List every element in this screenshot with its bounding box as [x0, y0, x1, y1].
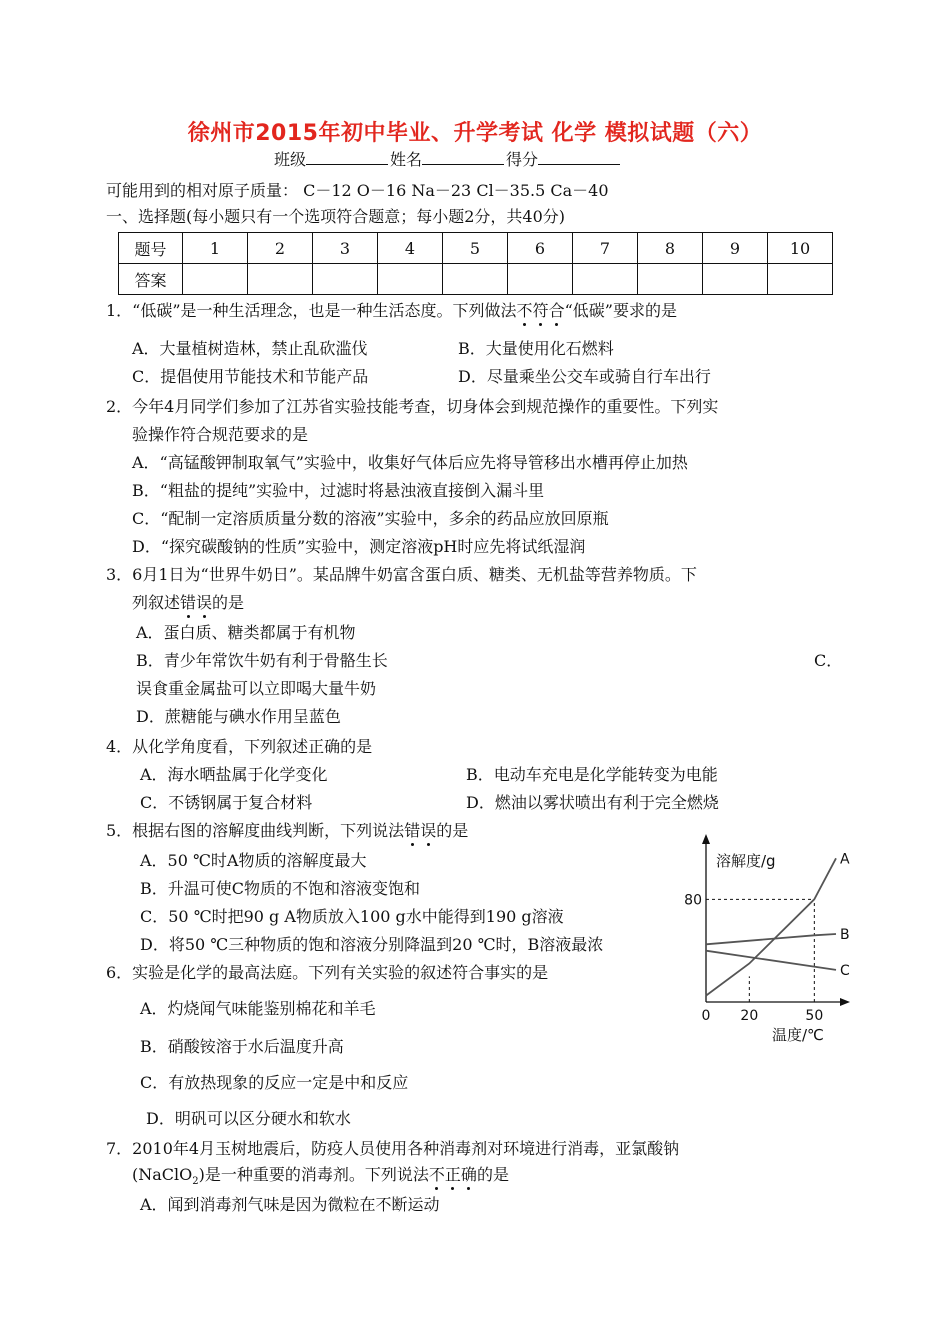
- q7-formula-subscript: 2: [192, 1176, 199, 1188]
- class-blank[interactable]: [306, 148, 388, 165]
- q3-stem-line1: 3．6月1日为“世界牛奶日”。某品牌牛奶富含蛋白质、糖类、无机盐等营养物质。下: [106, 565, 697, 584]
- q1-stem-part: “低碳”要求的是: [564, 301, 677, 320]
- q5-option-b[interactable]: B．升温可使C物质的不饱和溶液变饱和: [140, 879, 421, 898]
- chart-x-tick-50: 50: [805, 1008, 824, 1024]
- chart-series-c: [706, 951, 836, 970]
- class-label: 班级: [274, 150, 307, 169]
- q6-option-a[interactable]: A．灼烧闻气味能鉴别棉花和羊毛: [140, 999, 376, 1018]
- score-blank[interactable]: [538, 148, 620, 165]
- q5-stem-part: 的是: [436, 821, 469, 840]
- q6-option-d[interactable]: D．明矾可以区分硬水和软水: [146, 1109, 351, 1128]
- q5-stem: [106, 820, 468, 842]
- answer-cell[interactable]: [573, 264, 638, 295]
- q1-option-d[interactable]: D．尽量乘坐公交车或骑自行车出行: [458, 367, 711, 386]
- q4-option-b[interactable]: B．电动车充电是化学能转变为电能: [466, 765, 718, 784]
- answer-cell[interactable]: [248, 264, 313, 295]
- question-number: 7: [573, 233, 638, 264]
- answer-row-label: 答案: [119, 264, 183, 295]
- question-number: 9: [703, 233, 768, 264]
- emphasis-char: 不: [516, 301, 533, 320]
- answer-cell[interactable]: [183, 264, 248, 295]
- score-label: 得分: [506, 150, 539, 169]
- question-number: 5: [443, 233, 508, 264]
- solubility-chart: [680, 832, 855, 1042]
- emphasis-char: 错: [404, 821, 421, 840]
- q5-stem-part: 5．根据右图的溶解度曲线判断，下列说法: [106, 821, 405, 840]
- emphasis-char: 误: [420, 821, 437, 840]
- q7-stem-line1: 7．2010年4月玉树地震后，防疫人员使用各种消毒剂对环境进行消毒，亚氯酸钠: [106, 1139, 680, 1158]
- question-number: 6: [508, 233, 573, 264]
- q1-option-a[interactable]: A．大量植树造林，禁止乱砍滥伐: [132, 339, 368, 358]
- chart-x-label: 温度/℃: [772, 1026, 824, 1042]
- chart-series-group: [706, 851, 850, 1002]
- q3-option-c-label[interactable]: C．: [814, 651, 843, 670]
- q7-emphasis: [429, 1165, 477, 1184]
- emphasis-char: 正: [444, 1165, 461, 1184]
- question-number: 8: [638, 233, 703, 264]
- q3-stem-line2: [132, 592, 244, 614]
- q7-option-a[interactable]: A．闻到消毒剂气味是因为微粒在不断运动: [140, 1195, 440, 1214]
- answer-cell[interactable]: [768, 264, 833, 295]
- question-number: 4: [378, 233, 443, 264]
- answer-table-answer-row: [119, 264, 833, 295]
- chart-x-tick-20: 20: [740, 1008, 759, 1024]
- question-number: 10: [768, 233, 833, 264]
- q3-stem-part: 的是: [212, 593, 245, 612]
- q6-option-b[interactable]: B．硝酸铵溶于水后温度升高: [140, 1037, 344, 1056]
- chart-series-label-b: B: [840, 926, 850, 943]
- q4-option-c[interactable]: C．不锈钢属于复合材料: [140, 793, 313, 812]
- q2-stem-line1: 2．今年4月同学们参加了江苏省实验技能考查，切身体会到规范操作的重要性。下列实: [106, 397, 719, 416]
- q5-option-d[interactable]: D．将50 ℃三种物质的饱和溶液分别降温到20 ℃时，B溶液最浓: [140, 935, 604, 954]
- chart-y-axis-arrow: [702, 834, 710, 844]
- answer-cell[interactable]: [313, 264, 378, 295]
- q6-stem: 6．实验是化学的最高法庭。下列有关实验的叙述符合事实的是: [106, 963, 549, 982]
- student-info-line: [274, 148, 622, 171]
- q5-option-a[interactable]: A．50 ℃时A物质的溶解度最大: [140, 851, 367, 870]
- number-row-label: 题号: [119, 233, 183, 264]
- answer-table: [118, 232, 833, 295]
- emphasis-char: 合: [548, 301, 565, 320]
- q2-option-a[interactable]: A．“高锰酸钾制取氧气”实验中，收集好气体后应先将导管移出水槽再停止加热: [132, 453, 688, 472]
- q6-option-c[interactable]: C．有放热现象的反应一定是中和反应: [140, 1073, 409, 1092]
- q3-option-c-text[interactable]: 误食重金属盐可以立即喝大量牛奶: [136, 679, 377, 698]
- q4-option-d[interactable]: D．燃油以雾状喷出有利于完全燃烧: [466, 793, 719, 812]
- q1-stem-part: 1．“低碳”是一种生活理念，也是一种生活态度。下列做法: [106, 301, 517, 320]
- q4-option-a[interactable]: A．海水晒盐属于化学变化: [140, 765, 328, 784]
- emphasis-char: 确: [460, 1165, 477, 1184]
- q2-option-b[interactable]: B．“粗盐的提纯”实验中，过滤时将悬浊液直接倒入漏斗里: [132, 481, 545, 500]
- q1-option-c[interactable]: C．提倡使用节能技术和节能产品: [132, 367, 369, 386]
- chart-y-tick-80: 80: [684, 892, 702, 909]
- emphasis-char: 误: [196, 593, 213, 612]
- q1-option-b[interactable]: B．大量使用化石燃料: [458, 339, 614, 358]
- name-label: 姓名: [390, 150, 423, 169]
- q3-option-d[interactable]: D．蔗糖能与碘水作用呈蓝色: [136, 707, 341, 726]
- chart-series-label-a: A: [840, 851, 850, 868]
- emphasis-char: 符: [532, 301, 549, 320]
- q3-option-b[interactable]: B．青少年常饮牛奶有利于骨骼生长: [136, 651, 388, 670]
- emphasis-char: 不: [428, 1165, 445, 1184]
- q2-stem-line2: 验操作符合规范要求的是: [132, 425, 309, 444]
- q5-emphasis: [404, 821, 436, 840]
- q7-stem-part: 的是: [476, 1165, 509, 1184]
- question-number: 2: [248, 233, 313, 264]
- q3-emphasis: [180, 593, 212, 612]
- q1-emphasis: [517, 301, 565, 320]
- answer-cell[interactable]: [508, 264, 573, 295]
- section-title: 一、选择题(每小题只有一个选项符合题意；每小题2分，共40分): [106, 207, 566, 226]
- q3-stem-part: 列叙述: [132, 593, 181, 612]
- answer-cell[interactable]: [703, 264, 768, 295]
- emphasis-char: 错: [180, 593, 197, 612]
- exam-title: 徐州市2015年初中毕业、升学考试 化学 模拟试题（六）: [187, 121, 763, 146]
- q2-option-d[interactable]: D．“探究碳酸钠的性质”实验中，测定溶液pH时应先将试纸湿润: [132, 537, 586, 556]
- answer-table-number-row: [119, 233, 833, 264]
- answer-cell[interactable]: [638, 264, 703, 295]
- name-blank[interactable]: [422, 148, 504, 165]
- q2-option-c[interactable]: C．“配制一定溶质质量分数的溶液”实验中，多余的药品应放回原瓶: [132, 509, 609, 528]
- chart-x-tick-0: 0: [701, 1008, 711, 1024]
- chart-series-a: [706, 858, 836, 995]
- atomic-mass-line: 可能用到的相对原子质量： C－12 O－16 Na－23 Cl－35.5 Ca－40: [106, 181, 609, 200]
- answer-cell[interactable]: [443, 264, 508, 295]
- chart-y-label: 溶解度/g: [716, 852, 776, 870]
- question-number: 1: [183, 233, 248, 264]
- q7-stem-part: )是一种重要的消毒剂。下列说法: [198, 1165, 429, 1184]
- chart-x-axis-arrow: [840, 998, 850, 1006]
- answer-cell[interactable]: [378, 264, 443, 295]
- q1-stem: [106, 300, 677, 322]
- q7-formula: (NaClO: [132, 1165, 193, 1184]
- q7-stem-line2: [132, 1164, 509, 1193]
- q3-option-a[interactable]: A．蛋白质、糖类都属于有机物: [136, 623, 356, 642]
- q4-stem: 4．从化学角度看，下列叙述正确的是: [106, 737, 373, 756]
- question-number: 3: [313, 233, 378, 264]
- chart-series-label-c: C: [840, 962, 850, 979]
- q5-option-c[interactable]: C．50 ℃时把90 g A物质放入100 g水中能得到190 g溶液: [140, 907, 564, 926]
